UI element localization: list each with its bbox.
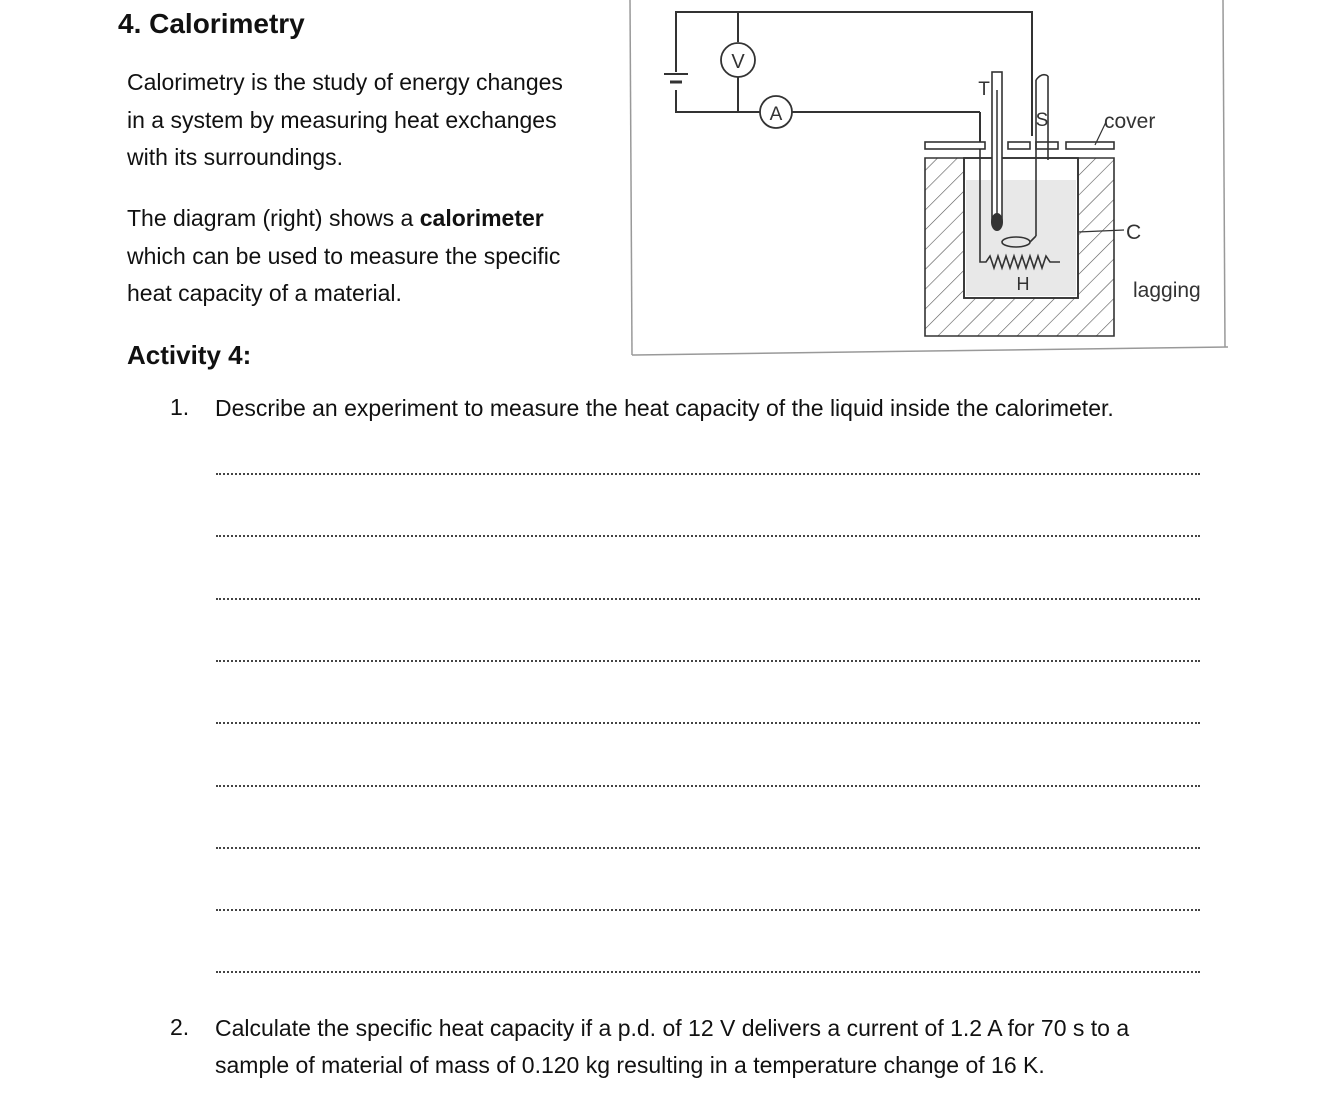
answer-line[interactable]: [216, 598, 1200, 600]
intro-line: in a system by measuring heat exchanges: [127, 106, 557, 133]
answer-line[interactable]: [216, 722, 1200, 724]
answer-line[interactable]: [216, 473, 1200, 475]
description-line: which can be used to measure the specific: [127, 242, 561, 269]
intro-line: Calorimetry is the study of energy changes: [127, 69, 563, 95]
intro-line: with its surroundings.: [127, 144, 344, 170]
battery-cell: [664, 74, 688, 82]
section-title: 4. Calorimetry: [118, 8, 305, 39]
lid-cover: [925, 142, 1114, 149]
description-line: heat capacity of a material.: [127, 280, 402, 306]
calorimeter-diagram: [620, 0, 1240, 362]
ammeter: [760, 96, 792, 128]
heater-label: H: [1016, 274, 1030, 294]
voltmeter: [721, 43, 755, 77]
activity-heading: Activity 4:: [127, 340, 252, 370]
answer-line[interactable]: [216, 847, 1200, 849]
answer-line[interactable]: [216, 660, 1200, 662]
cover-label: cover: [1104, 110, 1156, 133]
stirrer-label: S: [1035, 110, 1049, 131]
container-label: C: [1126, 221, 1142, 244]
thermometer-label: T: [978, 79, 990, 100]
answer-line[interactable]: [216, 535, 1200, 537]
lagging-label: lagging: [1133, 279, 1201, 302]
voltmeter-label: V: [731, 51, 745, 73]
answer-line[interactable]: [216, 909, 1200, 911]
answer-line[interactable]: [216, 785, 1200, 787]
answer-line[interactable]: [216, 971, 1200, 973]
description-lead: The diagram (right) shows a: [127, 205, 420, 231]
diagram-description: [127, 200, 607, 313]
question-number: 2.: [170, 1014, 190, 1040]
question-text: [215, 1010, 1215, 1084]
question-number: 1.: [170, 394, 190, 420]
intro-paragraph: [127, 64, 607, 177]
calorimeter-term: calorimeter: [419, 205, 544, 231]
question-text: [215, 390, 1215, 427]
ammeter-label: A: [769, 104, 783, 125]
question-line: Calculate the specific heat capacity if a p.d. of 12 V delivers a current of 1.2 A for 70 s to a: [215, 1015, 1130, 1041]
question-line: sample of material of mass of 0.120 kg resulting in a temperature change of 16 K.: [215, 1052, 1045, 1078]
question-line: Describe an experiment to measure the heat capacity of the liquid inside the calorimeter.: [215, 395, 1114, 421]
